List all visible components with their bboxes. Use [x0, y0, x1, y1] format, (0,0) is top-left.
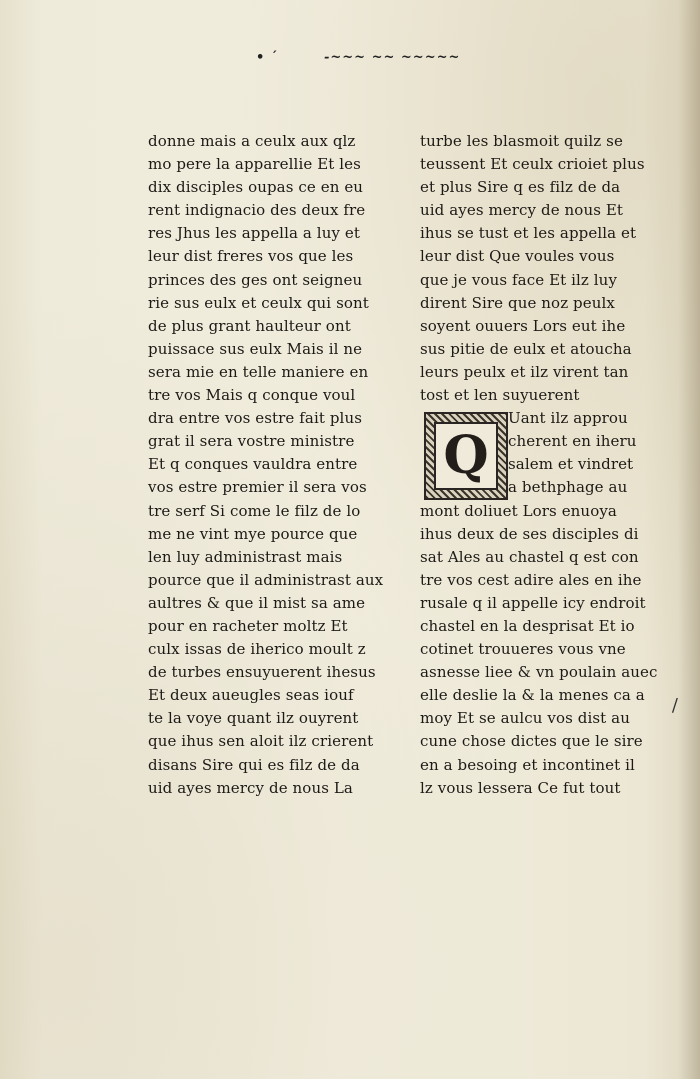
text-line: vos estre premier il sera vos — [148, 478, 367, 497]
initial-letter: Q — [443, 425, 489, 486]
text-line: uid ayes mercy de nous Et — [420, 201, 624, 220]
text-line: sus pitie de eulx et atoucha — [420, 339, 632, 358]
text-line: sera mie en telle maniere en — [148, 362, 369, 381]
text-line: culx issas de iherico moult z — [148, 640, 366, 659]
text-line: ihus se tust et les appella et — [420, 224, 637, 243]
text-line: tre vos cest adire ales en ihe — [420, 570, 642, 589]
text-line: chastel en la desprisat Et io — [420, 616, 635, 635]
text-line: rent indignacio des deux fre — [148, 201, 366, 220]
text-line: leur dist freres vos que les — [148, 247, 354, 266]
text-line: leur dist Que voules vous — [420, 247, 615, 266]
text-line: cotinet trouueres vous vne — [420, 640, 626, 659]
text-line: Et deux aueugles seas iouf — [148, 686, 354, 705]
text-line: pour en racheter moltz Et — [148, 616, 348, 635]
text-line: de turbes ensuyuerent ihesus — [148, 663, 376, 682]
text-line: tost et len suyuerent — [420, 386, 580, 405]
text-line: de plus grant haulteur ont — [148, 316, 351, 335]
header-title: -~~~ ~~ ~~~~~ — [324, 50, 461, 65]
initial-frame — [434, 422, 498, 490]
text-line: mo pere la apparellie Et les — [148, 155, 361, 174]
header-mark: • ´ — [256, 50, 279, 65]
text-line: lz vous lessera Ce fut tout — [420, 778, 621, 797]
text-line: uid ayes mercy de nous La — [148, 778, 353, 797]
decorated-initial — [424, 412, 508, 500]
text-line: dix disciples oupas ce en eu — [148, 178, 364, 197]
text-line: elle deslie la & la menes ca a — [420, 686, 645, 705]
margin-mark: / — [671, 695, 678, 716]
text-line: grat il sera vostre ministre — [148, 432, 355, 451]
text-line: soyent ouuers Lors eut ihe — [420, 316, 626, 335]
text-line: aultres & que il mist sa ame — [148, 593, 366, 612]
text-line: teussent Et ceulx crioiet plus — [420, 155, 645, 174]
text-line: rusale q il appelle icy endroit — [420, 593, 646, 612]
text-line: pource que il administrast aux — [148, 570, 384, 589]
gutter-shadow — [678, 0, 700, 1079]
text-line: len luy administrast mais — [148, 547, 343, 566]
text-line: turbe les blasmoit quilz se — [420, 132, 623, 150]
text-line: en a besoing et incontinet il — [420, 755, 635, 774]
text-line: disans Sire qui es filz de da — [148, 755, 360, 774]
text-line: moy Et se aulcu vos dist au — [420, 709, 630, 728]
text-line: donne mais a ceulx aux qlz — [148, 132, 356, 150]
text-column-left — [148, 130, 384, 800]
text-line: rie sus eulx et ceulx qui sont — [148, 293, 369, 312]
text-line: et plus Sire q es filz de da — [420, 178, 621, 197]
text-line: Et q conques vauldra entre — [148, 455, 358, 474]
text-line: puissace sus eulx Mais il ne — [148, 339, 363, 358]
text-line: ihus deux de ses disciples di — [420, 524, 639, 543]
text-line: me ne vint mye pource que — [148, 524, 358, 543]
text-line: res Jhus les appella a luy et — [148, 224, 360, 243]
text-line: que je vous face Et ilz luy — [420, 270, 618, 289]
text-line: leurs peulx et ilz virent tan — [420, 362, 629, 381]
text-line: que ihus sen aloit ilz crierent — [148, 732, 374, 751]
text-line: dirent Sire que noz peulx — [420, 293, 615, 312]
text-line: Uant ilz approu — [508, 409, 628, 428]
running-header — [250, 50, 520, 70]
text-line: a bethphage au — [508, 478, 628, 497]
text-line: te la voye quant ilz ouyrent — [148, 709, 359, 728]
text-line: tre serf Si come le filz de lo — [148, 501, 361, 520]
text-line: cune chose dictes que le sire — [420, 732, 643, 751]
text-line: princes des ges ont seigneu — [148, 270, 363, 289]
text-line: salem et vindret — [508, 455, 634, 474]
text-line: cherent en iheru — [508, 432, 637, 451]
text-line: tre vos Mais q conque voul — [148, 386, 356, 405]
text-line: asnesse liee & vn poulain auec — [420, 663, 658, 682]
text-line: dra entre vos estre fait plus — [148, 409, 362, 428]
text-line: sat Ales au chastel q est con — [420, 547, 639, 566]
text-line: mont doliuet Lors enuoya — [420, 501, 617, 520]
